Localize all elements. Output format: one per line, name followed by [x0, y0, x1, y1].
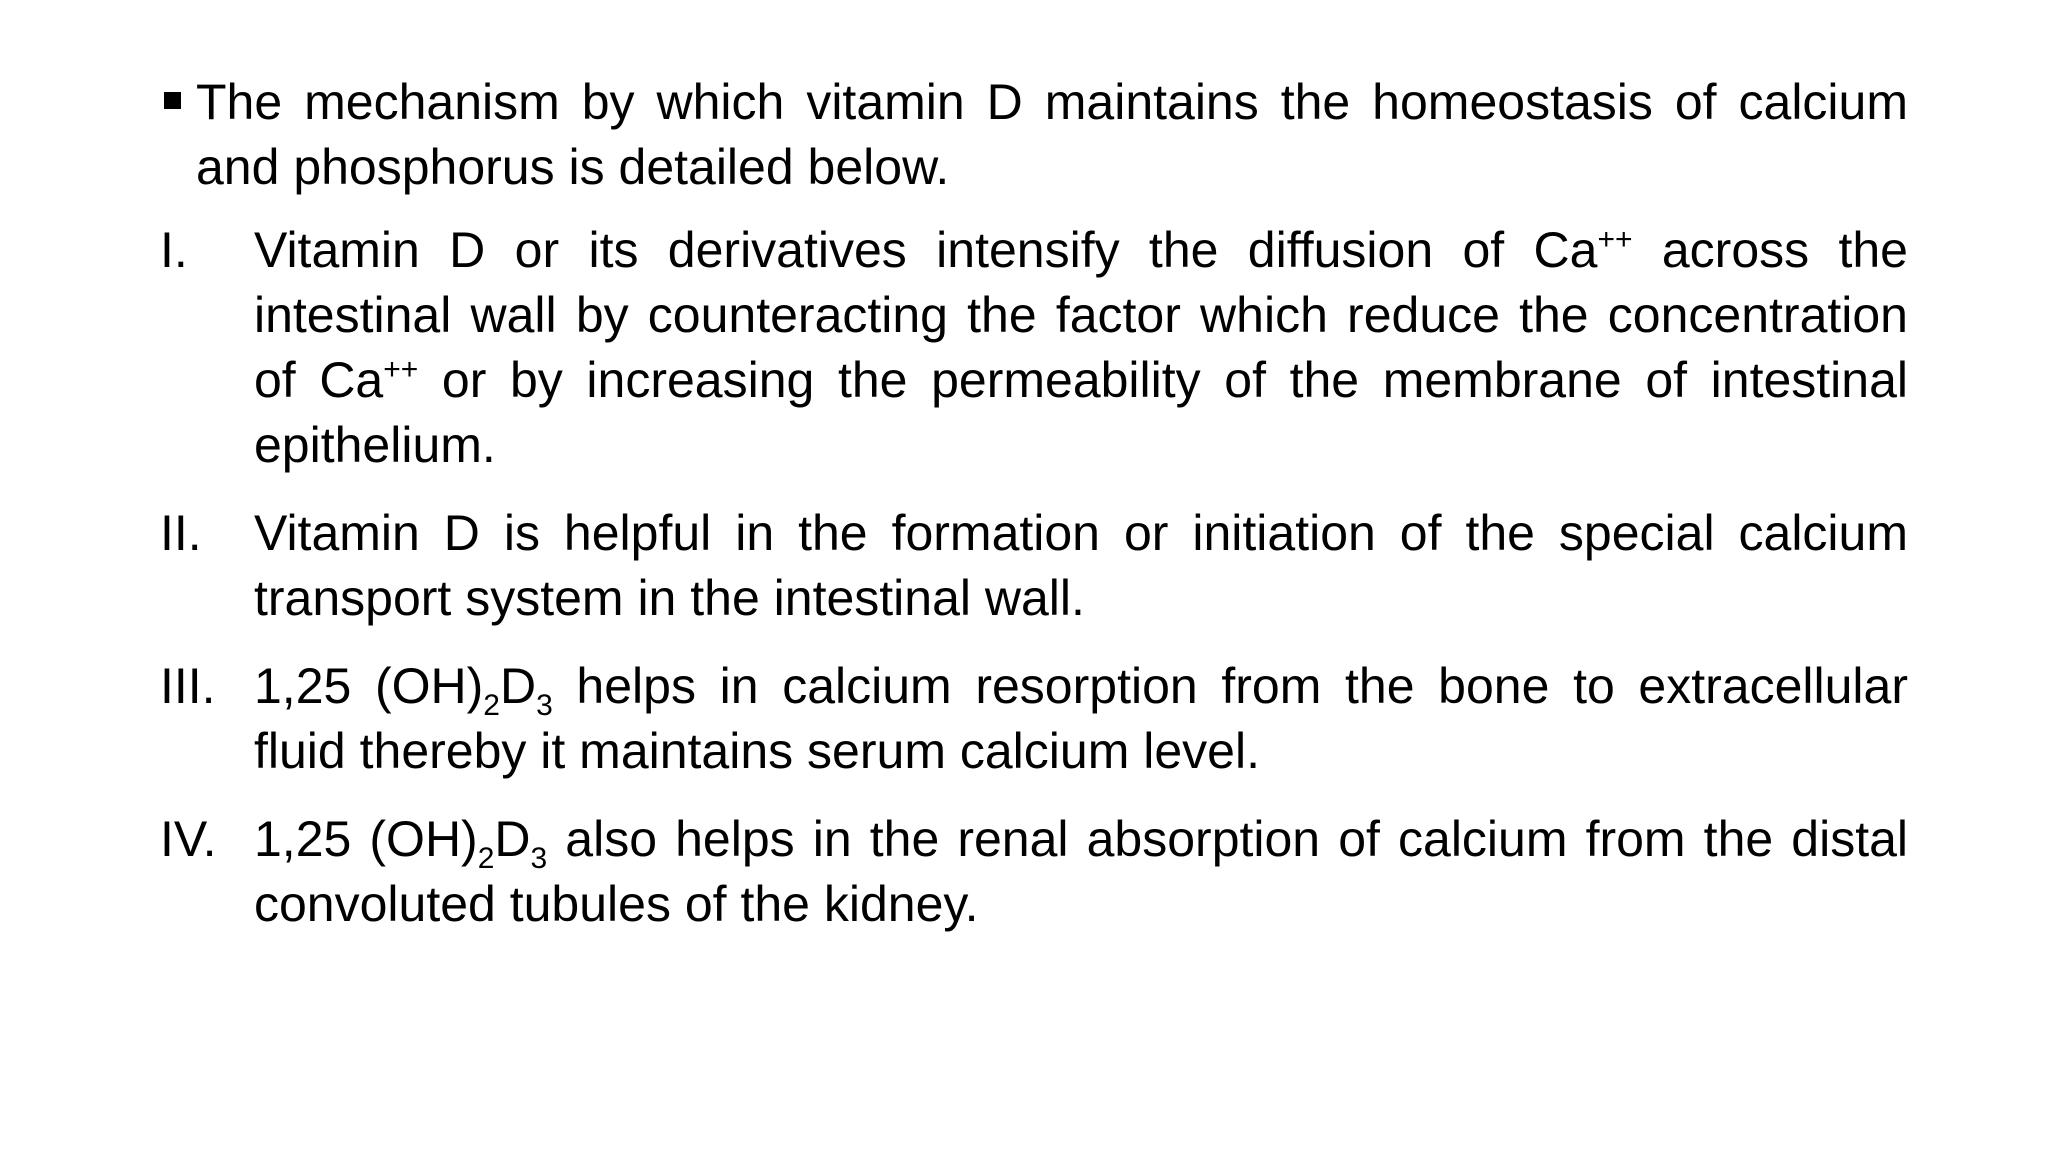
list-text: D: [494, 811, 531, 867]
list-text: helps in calcium resorption from the bone to extracellular fluid thereby it maintains serum calcium level.: [254, 658, 1908, 779]
list-item-4: [160, 807, 1908, 937]
superscript: ++: [383, 353, 419, 386]
intro-paragraph: [160, 70, 1908, 200]
subscript: 2: [477, 842, 495, 875]
slide-content: [160, 70, 1908, 960]
subscript: 3: [530, 842, 548, 875]
list-numeral: II.: [160, 505, 202, 561]
list-text: or by increasing the permeability of the membrane of intestinal epithelium.: [254, 352, 1908, 473]
list-text: 1,25 (OH): [254, 811, 478, 867]
intro-text: The mechanism by which vitamin D maintains the homeostasis of calcium and phosphorus is detailed below.: [196, 74, 1908, 195]
list-item-3: [160, 654, 1908, 784]
list-text: Vitamin D or its derivatives intensify the diffusion of Ca: [254, 222, 1598, 278]
list-text: Vitamin D is helpful in the formation or initiation of the special calcium transport system in the intestinal wall.: [254, 505, 1908, 626]
list-numeral: I.: [160, 222, 188, 278]
list-numeral: III.: [160, 658, 216, 714]
list-text: D: [499, 658, 537, 714]
subscript: 2: [483, 689, 500, 722]
superscript: ++: [1597, 223, 1633, 256]
square-bullet-icon: [164, 92, 181, 109]
list-text: also helps in the renal absorption of calcium from the distal convoluted tubules of the kidney.: [254, 811, 1908, 932]
list-item-2: [160, 501, 1908, 631]
list-text: 1,25 (OH): [254, 658, 484, 714]
list-item-1: [160, 218, 1908, 478]
list-numeral: IV.: [160, 811, 217, 867]
list-text: across the intestinal wall by counteracting the factor which reduce the concentration of Ca: [254, 222, 1908, 408]
subscript: 3: [536, 689, 553, 722]
